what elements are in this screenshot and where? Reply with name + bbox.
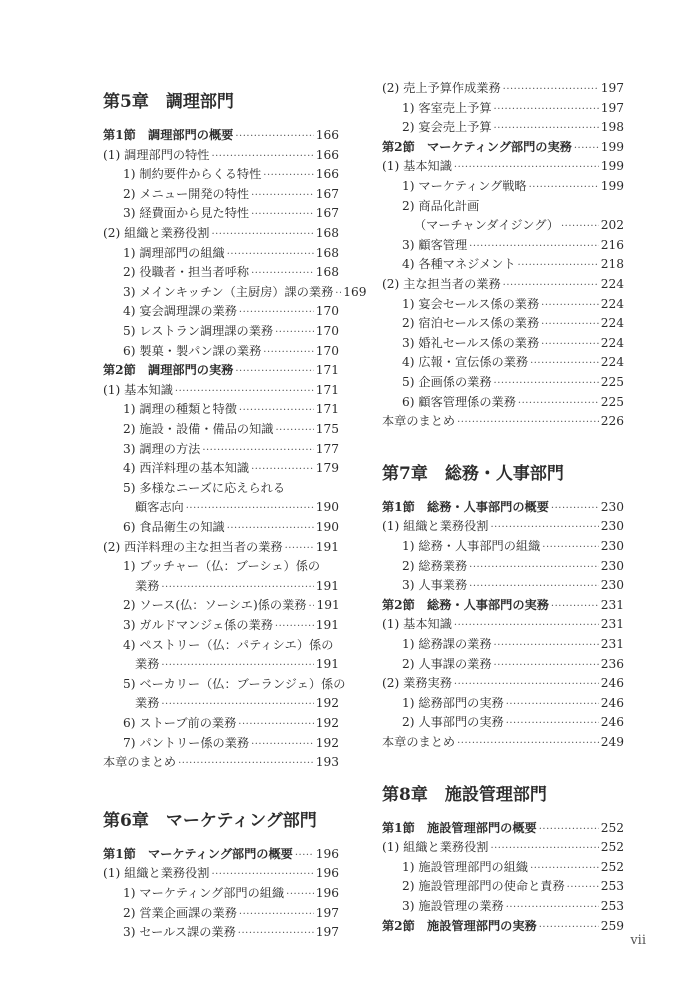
toc-entry-label: 第2節 マーケティング部門の実務 — [382, 139, 572, 154]
toc-entry — [103, 557, 339, 577]
toc-entry — [103, 904, 339, 924]
dot-leader — [551, 597, 599, 617]
toc-entry — [382, 177, 624, 197]
toc-entry — [103, 538, 339, 558]
dot-leader — [561, 217, 599, 237]
dot-leader — [494, 656, 599, 676]
dot-leader — [295, 846, 314, 866]
dot-leader — [454, 675, 599, 695]
toc-entry-page: 253 — [600, 899, 624, 913]
toc-entry — [103, 165, 339, 185]
dot-leader — [506, 714, 599, 734]
toc-entry-page: 170 — [315, 324, 339, 338]
toc-entry-page: 191 — [315, 618, 339, 632]
toc-entry-label: 2) 営業企画課の業務 — [123, 905, 237, 920]
toc-section-entry — [382, 917, 624, 937]
toc-entry-label: 6) 製菓・製パン課の業務 — [123, 343, 262, 358]
page-number: vii — [630, 933, 646, 948]
toc-entry-page: 216 — [600, 237, 624, 252]
toc-entry-label: 3) 経費面から見た特性 — [123, 206, 250, 221]
toc-entry — [382, 557, 624, 577]
dot-leader — [285, 539, 314, 559]
toc-entry — [103, 616, 339, 636]
toc-entry-page: 192 — [315, 716, 339, 730]
dot-leader — [457, 413, 599, 433]
dot-leader — [469, 558, 599, 578]
toc-entry-page: 224 — [600, 296, 624, 311]
toc-entry — [382, 197, 624, 217]
dot-leader — [178, 754, 314, 774]
dot-leader — [506, 695, 599, 715]
toc-entry-label: 3) 人事業務 — [402, 578, 468, 593]
dot-leader — [239, 303, 314, 323]
toc-entry-label: 業務 — [135, 578, 160, 593]
toc-entry-label: (2) 業務実務 — [382, 676, 452, 691]
toc-entry — [382, 537, 624, 557]
toc-entry-label: 5) レストラン調理課の業務 — [123, 324, 274, 338]
toc-entry-page: 168 — [315, 265, 339, 280]
toc-entry — [103, 655, 339, 675]
toc-entry — [103, 923, 339, 943]
dot-leader — [494, 374, 599, 394]
toc-entry — [103, 636, 339, 656]
toc-entry-page: 196 — [315, 886, 339, 900]
toc-entry-page: 169 — [343, 284, 367, 299]
dot-leader — [186, 499, 314, 519]
toc-entry-label: 5) 企画係の業務 — [402, 375, 492, 389]
toc-entry-label: 顧客志向 — [135, 500, 184, 515]
toc-entry-page: 199 — [600, 139, 624, 154]
toc-entry-page: 192 — [315, 696, 339, 711]
dot-leader — [541, 315, 599, 335]
toc-entry-label: 第2節 施設管理部門の実務 — [382, 918, 537, 933]
dot-leader — [469, 237, 599, 257]
toc-entry-page: 197 — [315, 925, 339, 940]
dot-leader — [574, 139, 599, 159]
dot-leader — [490, 839, 598, 859]
toc-entry-page: 246 — [600, 695, 624, 710]
toc-entry — [382, 733, 624, 753]
dot-leader — [494, 636, 599, 656]
toc-entry-page: 230 — [600, 539, 624, 553]
toc-entry — [382, 877, 624, 897]
dot-leader — [469, 577, 599, 597]
chapter-heading: 第5章 調理部門 — [103, 92, 234, 112]
toc-entry-label: 1) 宴会セールス係の業務 — [402, 296, 540, 311]
toc-entry — [103, 884, 339, 904]
toc-entry-label: 4) 各種マネジメント — [402, 257, 516, 272]
toc-entry-page: 166 — [315, 128, 339, 142]
toc-entry-page: 190 — [315, 520, 339, 534]
dot-leader — [503, 80, 599, 100]
toc-entry — [103, 146, 339, 166]
toc-entry-label: 1) 客室売上予算 — [402, 100, 492, 115]
dot-leader — [251, 205, 314, 225]
toc-entry — [382, 334, 624, 354]
toc-section-entry — [103, 361, 339, 381]
toc-entry-label: 2) 役職者・担当者呼称 — [123, 265, 250, 280]
dot-leader — [275, 617, 314, 637]
toc-entry-label: 1) 総務・人事部門の組織 — [402, 539, 541, 553]
toc-entry-label: （マーチャンダイジング） — [414, 218, 559, 233]
toc-entry-label: (1) 組織と業務役割 — [382, 519, 489, 534]
toc-entry-label: (1) 基本知識 — [103, 382, 173, 397]
toc-entry-page: 179 — [315, 461, 339, 476]
toc-entry-label: (1) 基本知識 — [382, 159, 452, 174]
toc-entry — [103, 440, 339, 460]
toc-entry-label: (1) 組織と業務役割 — [382, 840, 489, 855]
toc-section-entry — [382, 138, 624, 158]
dot-leader — [211, 147, 313, 167]
toc-entry — [382, 393, 624, 413]
toc-entry-page: 230 — [600, 499, 624, 514]
toc-entry-label: (2) 売上予算作成業務 — [382, 81, 501, 95]
dot-leader — [286, 885, 314, 905]
toc-entry — [382, 157, 624, 177]
dot-leader — [238, 924, 314, 944]
toc-entry-page: 166 — [315, 147, 339, 162]
toc-entry-page: 191 — [315, 657, 339, 672]
toc-entry — [382, 314, 624, 334]
toc-entry-page: 202 — [600, 218, 624, 233]
toc-entry-label: 1) マーケティング部門の組織 — [123, 886, 285, 900]
toc-entry — [382, 295, 624, 315]
dot-leader — [235, 127, 313, 147]
toc-entry — [382, 655, 624, 675]
toc-entry-page: 197 — [315, 905, 339, 920]
toc-section-entry — [382, 819, 624, 839]
toc-entry-page: 175 — [315, 422, 339, 436]
toc-entry-page: 224 — [600, 316, 624, 331]
toc-entry-label: 2) 人事部門の実務 — [402, 715, 504, 730]
toc-entry — [382, 576, 624, 596]
toc-entry-page: 193 — [315, 755, 339, 770]
toc-entry-label: 2) 人事課の業務 — [402, 656, 492, 671]
toc-entry-label: 1) 総務課の業務 — [402, 637, 492, 651]
toc-entry — [103, 498, 339, 518]
toc-entry — [382, 694, 624, 714]
toc-entry — [103, 244, 339, 264]
dot-leader — [457, 734, 599, 754]
dot-leader — [539, 918, 599, 938]
toc-entry-page: 191 — [315, 578, 339, 593]
toc-entry-label: 3) セールス課の業務 — [123, 925, 236, 940]
dot-leader — [530, 859, 599, 879]
chapter-heading: 第8章 施設管理部門 — [382, 784, 547, 805]
toc-entry-page: 246 — [600, 715, 624, 730]
toc-entry — [382, 216, 624, 236]
toc-entry-label: 本章のまとめ — [382, 735, 456, 749]
toc-entry-label: 3) ガルドマンジェ係の業務 — [123, 618, 273, 632]
toc-entry — [103, 322, 339, 342]
dot-leader — [541, 335, 599, 355]
chapter-heading: 第6章 マーケティング部門 — [103, 810, 317, 831]
toc-entry-label: 3) 施設管理の業務 — [402, 899, 504, 913]
toc-entry-label: 3) メインキッチン（主厨房）課の業務 — [123, 284, 334, 299]
toc-entry — [103, 283, 367, 303]
toc-entry-label: 1) 調理の種類と特徴 — [123, 402, 237, 417]
dot-leader — [211, 865, 313, 885]
toc-entry-label: 第2節 調理部門の実務 — [103, 363, 234, 378]
toc-entry-label: 2) 宿泊セールス係の業務 — [402, 316, 540, 331]
dot-leader — [227, 245, 314, 265]
dot-leader — [308, 597, 314, 617]
dot-leader — [211, 225, 313, 245]
toc-entry — [382, 838, 624, 858]
toc-entry — [382, 713, 624, 733]
toc-entry-page: 236 — [600, 656, 624, 671]
toc-entry-page: 191 — [316, 598, 340, 613]
dot-leader — [227, 519, 314, 539]
toc-entry-label: 1) 調理部門の組織 — [123, 245, 225, 260]
dot-leader — [275, 323, 314, 343]
dot-leader — [239, 401, 314, 421]
toc-entry-label: 第1節 施設管理部門の概要 — [382, 820, 537, 835]
toc-entry-label: 6) ストーブ前の業務 — [123, 716, 237, 730]
toc-entry-label: 業務 — [135, 657, 160, 672]
toc-entry-label: 3) 調理の方法 — [123, 441, 201, 456]
dot-leader — [275, 421, 313, 441]
toc-entry-label: (2) 主な担当者の業務 — [382, 277, 501, 291]
dot-leader — [539, 820, 599, 840]
dot-leader — [494, 100, 599, 120]
toc-entry-page: 246 — [600, 676, 624, 691]
toc-entry-label: 1) ブッチャー（仏：ブーシェ）係の — [123, 559, 321, 574]
toc-entry — [103, 694, 339, 714]
toc-entry — [382, 897, 624, 917]
toc-entry-label: 2) 宴会売上予算 — [402, 120, 492, 135]
toc-entry-label: 1) 施設管理部門の組織 — [402, 859, 529, 874]
toc-entry-page: 231 — [600, 617, 624, 632]
dot-leader — [251, 186, 314, 206]
dot-leader — [335, 284, 341, 304]
toc-entry-label: 業務 — [135, 696, 160, 711]
toc-entry-label: 2) 施設管理部門の使命と責務 — [402, 879, 565, 894]
toc-entry — [382, 635, 624, 655]
toc-entry — [103, 381, 339, 401]
toc-entry — [103, 204, 339, 224]
toc-entry-label: 第2節 総務・人事部門の実務 — [382, 597, 549, 612]
toc-entry-label: 5) 多様なニーズに応えられる — [123, 480, 286, 495]
toc-entry-label: 4) 宴会調理課の業務 — [123, 304, 237, 319]
toc-entry-label: 5) ベーカリー（仏：ブーランジェ）係の — [123, 676, 346, 691]
toc-section-entry — [382, 596, 624, 616]
toc-entry — [103, 302, 339, 322]
toc-entry-label: 1) 総務部門の実務 — [402, 695, 504, 710]
toc-entry-page: 197 — [600, 81, 624, 95]
toc-entry — [103, 479, 339, 499]
toc-entry-label: (2) 組織と業務役割 — [103, 226, 210, 240]
toc-entry — [382, 118, 624, 138]
toc-entry-page: 166 — [315, 167, 339, 182]
toc-entry-page: 171 — [315, 382, 339, 397]
toc-entry-page: 218 — [600, 257, 624, 272]
toc-entry-page: 167 — [315, 206, 339, 221]
toc-entry-page: 168 — [315, 245, 339, 260]
toc-entry-page: 252 — [600, 840, 624, 855]
toc-entry-page: 252 — [600, 820, 624, 835]
toc-entry-page: 196 — [315, 866, 339, 881]
toc-entry-label: 4) 西洋料理の基本知識 — [123, 461, 250, 476]
dot-leader — [263, 166, 313, 186]
toc-entry-page: 191 — [315, 539, 339, 554]
dot-leader — [161, 578, 313, 598]
toc-entry-label: (1) 組織と業務役割 — [103, 866, 210, 881]
toc-entry — [382, 255, 624, 275]
toc-entry-label: 2) メニュー開発の特性 — [123, 186, 250, 201]
toc-entry — [382, 99, 624, 119]
toc-entry-page: 249 — [600, 735, 624, 749]
dot-leader — [251, 264, 314, 284]
toc-entry-page: 199 — [600, 179, 624, 193]
dot-leader — [235, 362, 313, 382]
toc-entry-page: 198 — [600, 120, 624, 135]
toc-entry — [103, 185, 339, 205]
toc-entry-label: 6) 食品衛生の知識 — [123, 520, 225, 534]
toc-entry-page: 171 — [315, 402, 339, 417]
toc-entry-page: 259 — [600, 918, 624, 933]
toc-entry-page: 226 — [600, 414, 624, 429]
toc-entry-page: 190 — [315, 500, 339, 515]
dot-leader — [529, 178, 599, 198]
toc-entry-label: 第1節 調理部門の概要 — [103, 128, 234, 142]
dot-leader — [202, 441, 313, 461]
toc-entry — [103, 753, 339, 773]
toc-entry-label: 2) 商品化計画 — [402, 198, 480, 213]
toc-entry-page: 225 — [600, 394, 624, 409]
dot-leader — [541, 296, 599, 316]
toc-entry-page: 192 — [315, 735, 339, 750]
dot-leader — [506, 898, 599, 918]
toc-entry-page: 230 — [600, 578, 624, 593]
toc-section-entry — [103, 845, 339, 865]
toc-entry-label: 1) 制約要件からくる特性 — [123, 167, 262, 182]
dot-leader — [503, 276, 599, 296]
toc-entry-label: 3) 顧客管理 — [402, 237, 468, 252]
toc-entry-page: 177 — [315, 441, 339, 456]
toc-entry-label: 6) 顧客管理係の業務 — [402, 394, 516, 409]
toc-entry-page: 197 — [600, 100, 624, 115]
toc-entry — [103, 714, 339, 734]
toc-entry-page: 170 — [315, 304, 339, 319]
toc-entry — [103, 734, 339, 754]
toc-entry-page: 252 — [600, 859, 624, 874]
chapter-heading: 第7章 総務・人事部門 — [382, 463, 564, 484]
toc-entry-page: 167 — [315, 186, 339, 201]
toc-entry-page: 168 — [315, 226, 339, 240]
dot-leader — [454, 616, 599, 636]
toc-entry-label: (2) 西洋料理の主な担当者の業務 — [103, 539, 283, 554]
toc-entry-page: 231 — [600, 637, 624, 651]
toc-entry-label: 1) マーケティング戦略 — [402, 179, 527, 193]
dot-leader — [530, 354, 599, 374]
toc-entry-label: 4) 広報・宣伝係の業務 — [402, 355, 529, 370]
toc-entry-label: (1) 基本知識 — [382, 617, 452, 632]
toc-entry-page: 230 — [600, 519, 624, 534]
toc-entry-page: 231 — [600, 597, 624, 612]
toc-entry — [103, 459, 339, 479]
dot-leader — [239, 905, 314, 925]
toc-entry-label: 本章のまとめ — [382, 414, 456, 429]
toc-entry-label: 第1節 総務・人事部門の概要 — [382, 499, 549, 514]
toc-entry-page: 171 — [315, 363, 339, 378]
toc-entry-label: 本章のまとめ — [103, 755, 177, 770]
toc-entry — [103, 224, 339, 244]
toc-entry — [103, 596, 339, 616]
toc-entry-page: 196 — [315, 846, 339, 861]
toc-entry-page: 224 — [600, 355, 624, 370]
toc-section-entry — [103, 126, 339, 146]
toc-entry-page: 224 — [600, 335, 624, 350]
toc-entry-label: (1) 調理部門の特性 — [103, 147, 210, 162]
dot-leader — [567, 878, 599, 898]
toc-entry-page: 199 — [600, 159, 624, 174]
dot-leader — [161, 656, 313, 676]
dot-leader — [251, 735, 314, 755]
dot-leader — [518, 394, 599, 414]
toc-entry — [103, 420, 339, 440]
toc-entry — [103, 518, 339, 538]
toc-entry — [103, 342, 339, 362]
dot-leader — [251, 460, 314, 480]
dot-leader — [161, 695, 313, 715]
toc-entry-page: 230 — [600, 558, 624, 573]
toc-entry-label: 2) 総務業務 — [402, 558, 468, 573]
dot-leader — [454, 158, 599, 178]
toc-entry — [103, 400, 339, 420]
toc-entry — [103, 864, 339, 884]
dot-leader — [238, 715, 313, 735]
toc-entry-page: 225 — [600, 375, 624, 389]
toc-entry — [382, 615, 624, 635]
dot-leader — [175, 382, 314, 402]
toc-entry — [382, 674, 624, 694]
toc-entry-label: 第1節 マーケティング部門の概要 — [103, 846, 293, 861]
toc-entry-label: 3) 婚礼セールス係の業務 — [402, 335, 540, 350]
toc-section-entry — [382, 498, 624, 518]
toc-entry-page: 224 — [600, 277, 624, 291]
dot-leader — [542, 538, 598, 558]
dot-leader — [551, 499, 599, 519]
toc-entry-label: 7) パントリー係の業務 — [123, 735, 250, 750]
toc-entry — [382, 353, 624, 373]
toc-entry — [382, 373, 624, 393]
toc-entry — [382, 412, 624, 432]
toc-entry-page: 170 — [315, 343, 339, 358]
toc-entry-page: 253 — [600, 879, 624, 894]
toc-entry — [382, 79, 624, 99]
toc-entry — [382, 236, 624, 256]
toc-entry-label: 2) 施設・設備・備品の知識 — [123, 422, 274, 436]
dot-leader — [494, 119, 599, 139]
toc-entry — [103, 577, 339, 597]
toc-entry-label: 4) ペストリー（仏：パティシエ）係の — [123, 637, 334, 652]
dot-leader — [518, 256, 599, 276]
toc-entry — [103, 263, 339, 283]
toc-entry — [382, 517, 624, 537]
dot-leader — [490, 518, 598, 538]
toc-entry-label: 2) ソース(仏：ソーシエ)係の業務 — [123, 598, 307, 613]
toc-entry — [103, 675, 346, 695]
toc-entry — [382, 858, 624, 878]
toc-entry — [382, 275, 624, 295]
dot-leader — [263, 343, 313, 363]
